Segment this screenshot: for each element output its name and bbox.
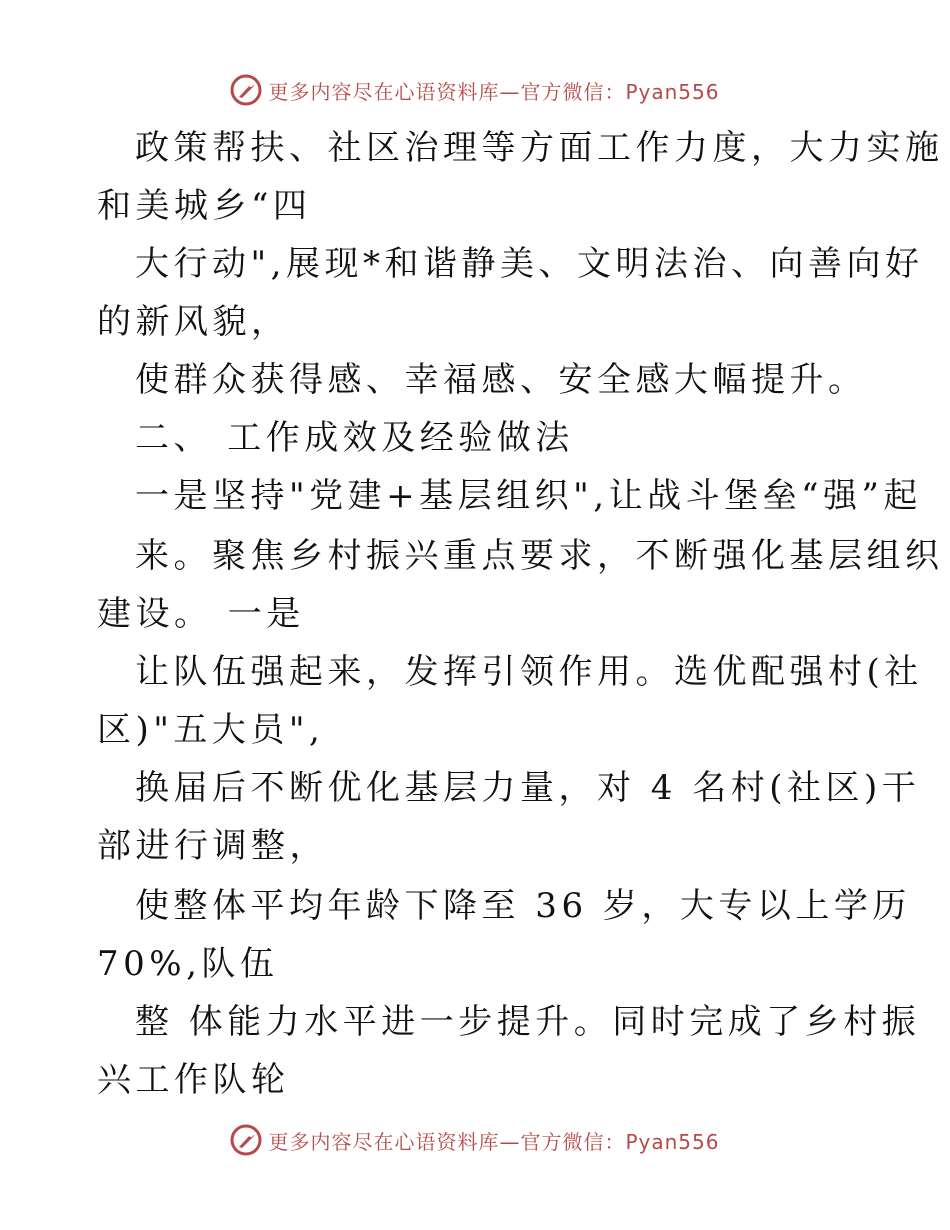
text-line: 大行动",展现*和谐静美、文明法治、向善向好 bbox=[135, 244, 924, 284]
text-line: 一是坚持"党建+基层组织",让战斗堡垒“强”起 bbox=[135, 476, 922, 516]
text-line: 建设。 一是 bbox=[97, 594, 305, 634]
text-line: 区)"五大员", bbox=[97, 710, 325, 750]
quill-logo-icon bbox=[230, 1124, 262, 1156]
text-line: 部进行调整， bbox=[97, 826, 328, 866]
text-line: 使群众获得感、幸福感、安全感大幅提升。 bbox=[135, 360, 867, 400]
watermark-text: 更多内容尽在心语资料库—官方微信：Pyan556 bbox=[268, 1129, 720, 1154]
text-line: 和美城乡“四 bbox=[97, 186, 312, 226]
text-line: 让队伍强起来，发挥引领作用。选优配强村(社 bbox=[135, 652, 923, 692]
watermark-banner-bottom bbox=[0, 1120, 950, 1160]
text-line: 兴工作队轮 bbox=[97, 1060, 290, 1100]
text-line: 来。聚焦乡村振兴重点要求，不断强化基层组织 bbox=[135, 536, 944, 576]
text-line: 70%,队伍 bbox=[97, 944, 279, 984]
text-line: 的新风貌， bbox=[97, 302, 290, 342]
watermark-text: 更多内容尽在心语资料库—官方微信：Pyan556 bbox=[268, 79, 720, 104]
section-heading: 二、 工作成效及经验做法 bbox=[135, 418, 574, 458]
text-line: 使整体平均年龄下降至 36 岁，大专以上学历 bbox=[135, 886, 911, 926]
text-line: 政策帮扶、社区治理等方面工作力度，大力实施 bbox=[135, 128, 944, 168]
text-line: 换届后不断优化基层力量，对 4 名村(社区)干 bbox=[135, 768, 921, 808]
text-line: 整 体能力水平进一步提升。同时完成了乡村振 bbox=[135, 1002, 921, 1042]
